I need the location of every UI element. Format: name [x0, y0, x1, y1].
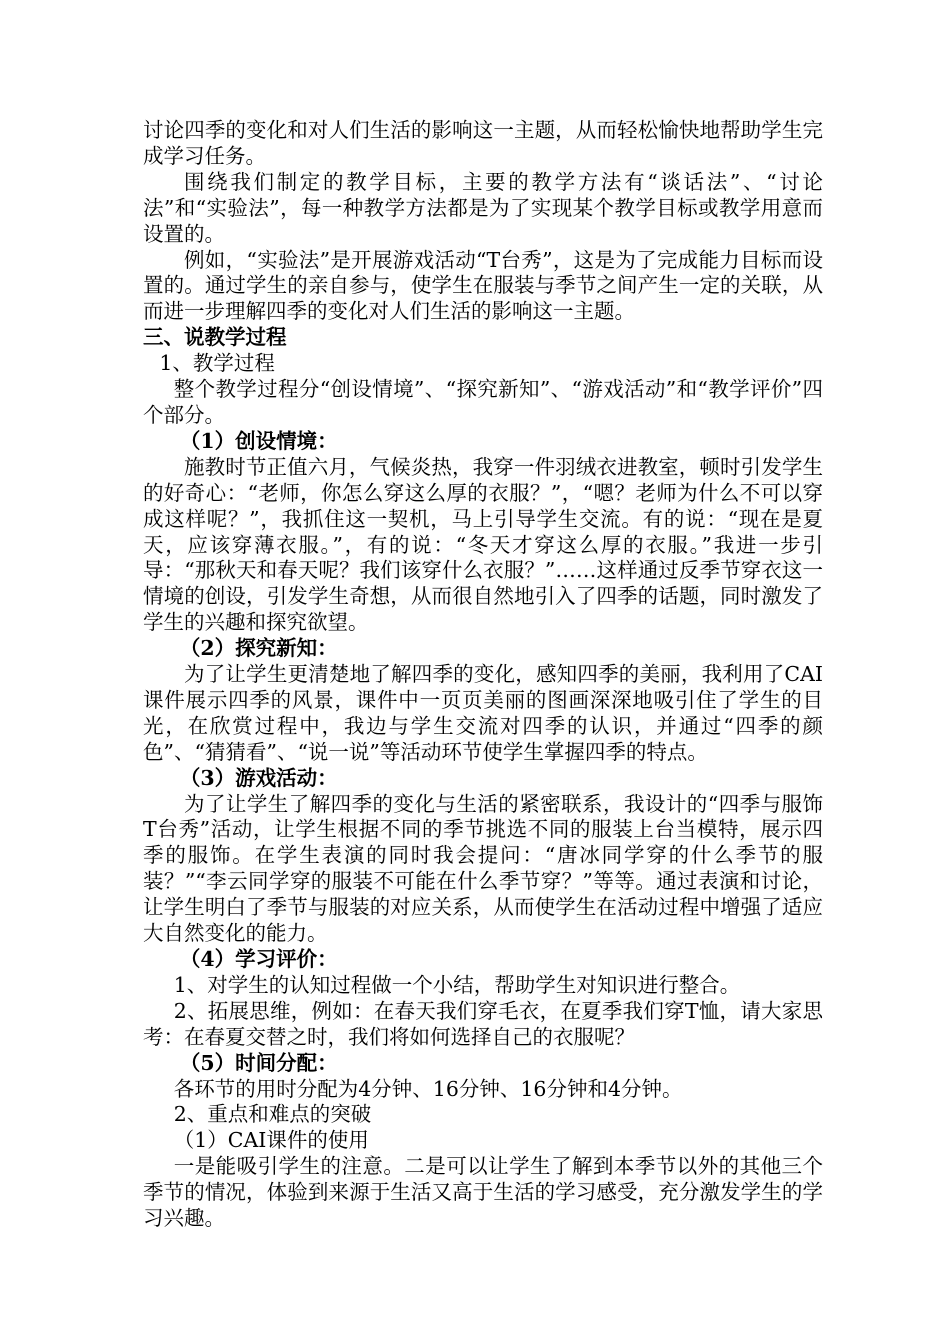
paragraph-time-allocation: 各环节的用时分配为4分钟、16分钟、16分钟和4分钟。 — [173, 1076, 683, 1101]
paragraph-process-overview: 整个教学过程分“创设情境”、“探究新知”、“游戏活动”和“教学评价”四个部分。 — [143, 377, 823, 427]
paragraph-evaluation-item-1: 1、对学生的认知过程做一个小结，帮助学生对知识进行整合。 — [173, 972, 741, 997]
paragraph-explore-new-knowledge: 为了让学生更清楚地了解四季的变化，感知四季的美丽，我利用了CAI课件展示四季的风景，课件中一页页美丽的图画深深地吸引住了学生的目光，在欣赏过程中，我边与学生交流对四季的认识，并通过“四季的颜色”、“猜猜看”、“说一说”等活动环节使学生掌握四季的特点。 — [143, 662, 823, 764]
paragraph-game-activity: 为了让学生了解四季的变化与生活的紧密联系，我设计的“四季与服饰T台秀”活动，让学生根据不同的季节挑选不同的服装上台当模特，展示四季的服饰。在学生表演的同时我会提问：“唐冰同学穿的什么季节的服装？”“李云同学穿的服装不可能在什么季节穿？”等等。通过表演和讨论，让学生明白了季节与服装的对应关系，从而使学生在活动过程中增强了适应大自然变化的能力。 — [143, 791, 823, 946]
heading-time-allocation: （5）时间分配： — [179, 1050, 338, 1075]
heading-explore-new-knowledge: （2）探究新知： — [179, 636, 338, 661]
heading-game-activity: （3）游戏活动： — [179, 765, 338, 790]
section-heading-teaching-process: 三、说教学过程 — [143, 325, 287, 350]
paragraph-create-situation: 施教时节正值六月，气候炎热，我穿一件羽绒衣进教室，顿时引发学生的好奇心：“老师，你怎么穿这么厚的衣服？”，“嗯？老师为什么不可以穿成这样呢？”，我抓住这一契机，马上引导学生交流。有的说：“现在是夏天，应该穿薄衣服。”，有的说：“冬天才穿这么厚的衣服。”我进一步引导：“那秋天和春天呢？我们该穿什么衣服？”……这样通过反季节穿衣这一情境的创设，引发学生奇想，从而很自然地引入了四季的话题，同时激发了学生的兴趣和探究欲望。 — [143, 454, 823, 635]
paragraph-teaching-methods: 围绕我们制定的教学目标，主要的教学方法有“谈话法”、“讨论法”和“实验法”，每一种教学方法都是为了实现某个教学目标或教学用意而设置的。 — [143, 169, 823, 246]
heading-create-situation: （1）创设情境： — [179, 428, 338, 453]
subsection-title-process: 1、教学过程 — [159, 351, 275, 376]
paragraph-cai-usage: 一是能吸引学生的注意。二是可以让学生了解到本季节以外的其他三个季节的情况，体验到来源于生活又高于生活的学习感受，充分激发学生的学习兴趣。 — [143, 1154, 823, 1231]
paragraph-evaluation-item-2: 2、拓展思维，例如：在春天我们穿毛衣，在夏季我们穿T恤，请大家思考：在春夏交替之时，我们将如何选择自己的衣服呢？ — [143, 998, 823, 1049]
paragraph-intro-continuation: 讨论四季的变化和对人们生活的影响这一主题，从而轻松愉快地帮助学生完成学习任务。 — [143, 118, 823, 168]
subsection-title-cai-usage: （1）CAI课件的使用 — [173, 1128, 369, 1153]
document-page — [143, 118, 823, 1232]
paragraph-experiment-method: 例如，“实验法”是开展游戏活动“T台秀”，这是为了完成能力目标而设置的。通过学生的亲自参与，使学生在服装与季节之间产生一定的关联，从而进一步理解四季的变化对人们生活的影响这一主题。 — [143, 247, 823, 324]
heading-learning-evaluation: （4）学习评价： — [179, 947, 338, 971]
subsection-title-key-points: 2、重点和难点的突破 — [173, 1102, 372, 1127]
